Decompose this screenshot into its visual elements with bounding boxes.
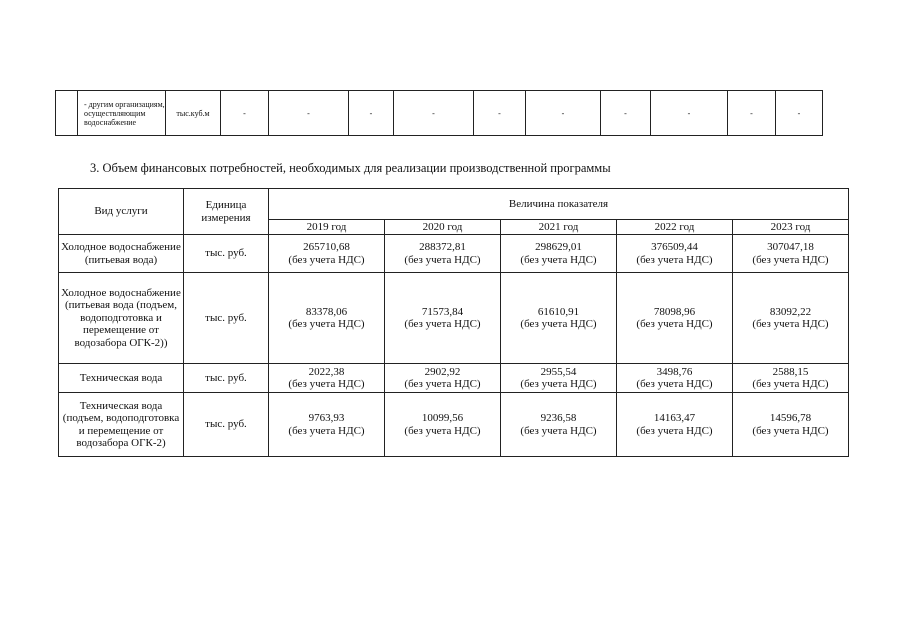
vat-note: (без учета НДС) <box>288 253 365 266</box>
value-cell <box>385 273 501 364</box>
table-row <box>59 235 849 273</box>
vat-note: (без учета НДС) <box>520 424 597 437</box>
value-cell <box>269 273 385 364</box>
row-label: - другим организациям, осуществляющим водоснабжение <box>78 91 166 136</box>
vat-note: (без учета НДС) <box>288 378 365 390</box>
header-row <box>59 189 849 220</box>
vat-note: (без учета НДС) <box>752 253 829 266</box>
value-cell: - <box>349 91 394 136</box>
vat-note: (без учета НДС) <box>636 253 713 266</box>
vat-note: (без учета НДС) <box>636 424 713 437</box>
value-cell <box>617 393 733 457</box>
vat-note: (без учета НДС) <box>636 378 713 390</box>
value-cell <box>501 364 617 393</box>
service-cell: Холодное водоснабжение (питьевая вода (подъем, водоподготовка и перемещение от водозабора ОГК-2)) <box>59 273 184 364</box>
value-cell: - <box>601 91 651 136</box>
value-cell: - <box>728 91 776 136</box>
value-cell <box>269 235 385 273</box>
value-cell <box>617 364 733 393</box>
value-number: 9236,58 <box>540 412 577 424</box>
value-cell <box>501 273 617 364</box>
value-number: 14596,78 <box>769 412 812 424</box>
empty-cell <box>56 91 78 136</box>
vat-note: (без учета НДС) <box>752 378 829 390</box>
table-row <box>59 273 849 364</box>
value-cell <box>269 393 385 457</box>
year-header: 2023 год <box>733 220 849 235</box>
value-number: 298629,01 <box>535 241 582 253</box>
value-number: 71573,84 <box>421 305 464 318</box>
value-cell <box>385 393 501 457</box>
value-number: 2022,38 <box>308 365 345 378</box>
financial-needs-table <box>58 188 849 457</box>
value-cell <box>501 393 617 457</box>
section-title: 3. Объем финансовых потребностей, необходимых для реализации производственной программы <box>90 161 611 175</box>
vat-note: (без учета НДС) <box>520 318 597 330</box>
service-cell: Техническая вода <box>59 364 184 393</box>
vat-note: (без учета НДС) <box>404 378 481 390</box>
value-cell: - <box>394 91 474 136</box>
value-cell: - <box>651 91 728 136</box>
value-cell <box>385 235 501 273</box>
vat-note: (без учета НДС) <box>636 318 713 330</box>
header-service: Вид услуги <box>59 189 184 235</box>
value-number: 307047,18 <box>767 241 814 253</box>
value-number: 288372,81 <box>419 241 466 253</box>
unit-cell: тыс. руб. <box>184 235 269 273</box>
header-unit: Единица измерения <box>184 189 269 235</box>
value-cell <box>733 235 849 273</box>
service-cell: Техническая вода (подъем, водоподготовка и перемещение от водозабора ОГК-2) <box>59 393 184 457</box>
table-row <box>56 91 823 136</box>
value-cell: - <box>269 91 349 136</box>
header-value: Величина показателя <box>269 189 849 220</box>
value-cell <box>733 364 849 393</box>
value-number: 2955,54 <box>540 365 577 378</box>
value-cell <box>501 235 617 273</box>
value-cell: - <box>776 91 823 136</box>
value-number: 83378,06 <box>305 305 348 318</box>
value-number: 61610,91 <box>537 305 580 318</box>
unit-cell: тыс. руб. <box>184 393 269 457</box>
vat-note: (без учета НДС) <box>404 318 481 330</box>
value-cell: - <box>221 91 269 136</box>
service-cell: Холодное водоснабжение (питьевая вода) <box>59 235 184 273</box>
vat-note: (без учета НДС) <box>404 253 481 266</box>
previous-table-fragment <box>55 90 823 136</box>
table-row <box>59 364 849 393</box>
value-number: 83092,22 <box>769 305 812 318</box>
value-cell <box>617 273 733 364</box>
unit-cell: тыс.куб.м <box>166 91 221 136</box>
vat-note: (без учета НДС) <box>752 318 829 330</box>
value-cell: - <box>474 91 526 136</box>
value-cell <box>269 364 385 393</box>
value-cell <box>617 235 733 273</box>
unit-cell: тыс. руб. <box>184 364 269 393</box>
value-cell <box>733 273 849 364</box>
year-header: 2022 год <box>617 220 733 235</box>
year-header: 2021 год <box>501 220 617 235</box>
value-number: 2902,92 <box>424 365 461 378</box>
value-number: 10099,56 <box>421 412 464 424</box>
value-number: 9763,93 <box>308 412 345 424</box>
value-number: 265710,68 <box>303 241 350 253</box>
value-cell <box>385 364 501 393</box>
table-row <box>59 393 849 457</box>
value-cell <box>733 393 849 457</box>
value-cell: - <box>526 91 601 136</box>
value-number: 2588,15 <box>772 365 809 378</box>
vat-note: (без учета НДС) <box>404 424 481 437</box>
vat-note: (без учета НДС) <box>752 424 829 437</box>
value-number: 78098,96 <box>653 305 696 318</box>
year-header: 2019 год <box>269 220 385 235</box>
unit-cell: тыс. руб. <box>184 273 269 364</box>
value-number: 3498,76 <box>656 365 693 378</box>
vat-note: (без учета НДС) <box>288 424 365 437</box>
value-number: 376509,44 <box>651 241 698 253</box>
vat-note: (без учета НДС) <box>520 378 597 390</box>
value-number: 14163,47 <box>653 412 696 424</box>
vat-note: (без учета НДС) <box>288 318 365 330</box>
vat-note: (без учета НДС) <box>520 253 597 266</box>
year-header: 2020 год <box>385 220 501 235</box>
